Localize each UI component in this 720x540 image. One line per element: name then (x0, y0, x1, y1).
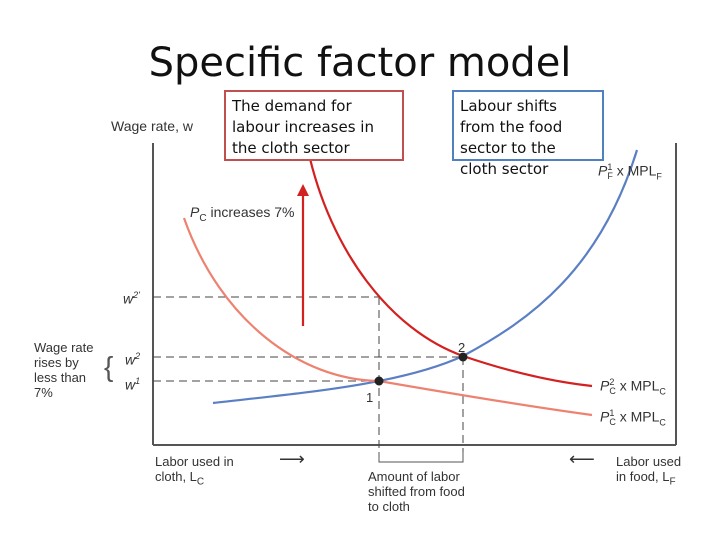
arrow-right-icon: ⟶ (279, 449, 305, 469)
w1-base: w (125, 376, 136, 393)
wage-w2-label (125, 349, 140, 368)
food-rest-sub: F (656, 171, 662, 182)
price-increase-sub: C (199, 212, 207, 224)
cloth-demand-original-curve (184, 218, 592, 415)
demand-shift-arrowhead (297, 184, 309, 196)
food-p-sub: F (607, 171, 613, 181)
amount-shift-line3: to cloth (368, 499, 410, 514)
food-p-sup: 1 (607, 162, 613, 172)
cloth-old-rest-sub: C (659, 417, 666, 428)
x-axis-right-line2 (616, 469, 681, 490)
x-axis-left-label (155, 454, 234, 490)
cloth-old-p: P (600, 408, 610, 425)
cloth-old-rest: x MPL (615, 408, 660, 425)
arrow-left-icon: ⟵ (569, 449, 595, 469)
rise-note-line1: Wage rate (34, 340, 94, 355)
slide-title: Specific factor model (148, 40, 572, 86)
cloth-new-curve-label (600, 378, 666, 400)
cloth-new-rest-sub: C (659, 386, 666, 397)
food-p: P (598, 162, 608, 179)
cloth-old-p-sub: C (609, 417, 616, 427)
x-axis-left-text: cloth, L (155, 469, 197, 484)
x-axis-left-line1: Labor used in (155, 454, 234, 469)
w2-prime-sup: 2' (133, 290, 140, 300)
cloth-old-p-sup: 1 (609, 408, 615, 418)
amount-shift-line2: shifted from food (368, 484, 465, 499)
cloth-demand-new-curve (308, 150, 592, 386)
x-axis-left-sub: C (196, 476, 205, 488)
point-2-label: 2 (458, 340, 466, 355)
x-axis-left-line2 (155, 469, 234, 490)
equilibrium-point-1 (375, 377, 384, 386)
amount-shift-line1: Amount of labor (368, 469, 460, 484)
w2-sup: 2 (135, 351, 141, 361)
cloth-new-p-sub: C (609, 386, 616, 396)
amount-shift-bracket (379, 452, 463, 462)
cloth-new-p-sup: 2 (609, 377, 615, 387)
cloth-old-curve-label (600, 409, 666, 431)
w2-prime-base: w (123, 290, 134, 307)
rise-note-line3: less than (34, 370, 87, 385)
y-axis-label: Wage rate, w (111, 118, 193, 134)
w2-base: w (125, 351, 136, 368)
cloth-new-p: P (600, 377, 610, 394)
price-increase-label (190, 205, 295, 226)
wage-w1-label (125, 374, 140, 393)
food-curve-label (598, 163, 662, 185)
w1-sup: 1 (135, 376, 141, 386)
amount-shift-label (368, 469, 465, 514)
rise-note-line4: 7% (34, 385, 53, 400)
point-1-label: 1 (366, 390, 374, 405)
brace-icon: { (104, 351, 114, 382)
x-axis-right-label (616, 454, 681, 490)
rise-note-line2: rises by (34, 355, 79, 370)
x-axis-right-line1: Labor used (616, 454, 682, 469)
wage-rise-note (34, 340, 94, 400)
x-axis-right-text: in food, L (616, 469, 670, 484)
x-axis-right-sub: F (669, 476, 676, 488)
labour-shift-callout: Labour shifts from the food sector to the cloth sector (452, 90, 604, 161)
price-increase-text: increases 7% (206, 204, 295, 220)
demand-increase-callout: The demand for labour increases in the cloth sector (224, 90, 404, 161)
cloth-new-rest: x MPL (615, 377, 660, 394)
price-increase-p: P (190, 204, 200, 220)
food-demand-curve (213, 150, 637, 403)
wage-w2-prime-label (123, 288, 140, 307)
food-rest: x MPL (612, 162, 657, 179)
